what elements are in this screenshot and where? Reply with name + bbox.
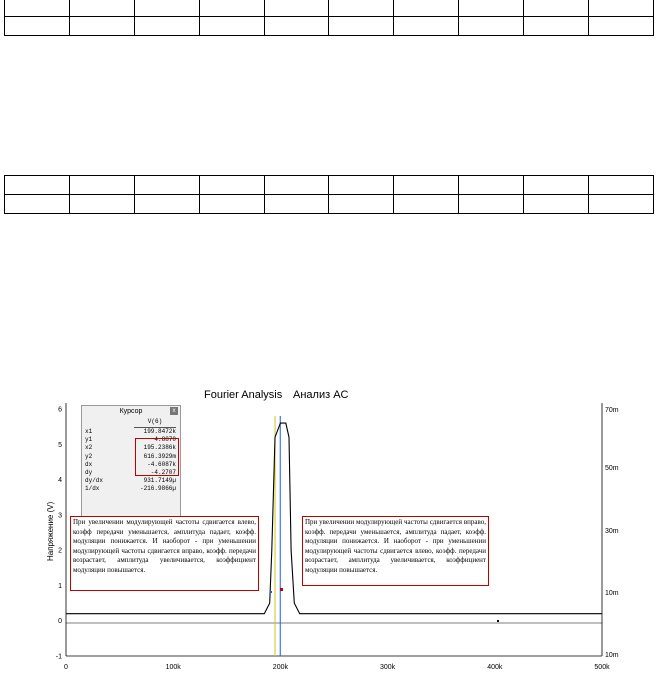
cursor-row-value: 4.8870 bbox=[154, 436, 176, 444]
x-tick-label: 0 bbox=[64, 664, 68, 671]
cursor-row-label: dx bbox=[85, 460, 93, 468]
cursor-row bbox=[82, 477, 180, 485]
table-cell bbox=[134, 176, 199, 195]
cursor-lines bbox=[275, 416, 280, 656]
table-cell bbox=[264, 195, 329, 214]
table-cell bbox=[524, 176, 589, 195]
x-tick-group bbox=[64, 664, 610, 671]
table-cell bbox=[459, 17, 524, 36]
table-cell bbox=[199, 17, 264, 36]
cursor-row bbox=[82, 428, 180, 436]
cursor-row-value: -4.6087k bbox=[147, 460, 176, 468]
table-cell bbox=[329, 176, 394, 195]
note-right: При увеличении модулирующей частоты сдвигается вправо, коэфф. передачи уменьшается, амплитуда падает, коэфф. модуляции понижается. И наоборот - при уменьшении модулирующей частоты сдвигается влево, коэфф. передачи возрастает, амплитуда увеличивается, коэффициент модуляции повышается. bbox=[302, 516, 489, 586]
y2-tick-label: 70m bbox=[605, 407, 619, 414]
y2-tick-group bbox=[605, 407, 619, 659]
table-row bbox=[5, 176, 654, 195]
cursor-marker bbox=[497, 620, 499, 622]
cursor-row-value: 616.3929m bbox=[143, 452, 176, 460]
table-cell bbox=[199, 0, 264, 17]
y-tick-group bbox=[56, 407, 62, 661]
table-cell bbox=[524, 0, 589, 17]
table-cell bbox=[394, 17, 459, 36]
cursor-row-label: dy bbox=[85, 468, 93, 476]
cursor-row-label: dy/dx bbox=[85, 477, 104, 485]
chart-subtitle: Анализ AC bbox=[293, 389, 349, 401]
chart-title: Fourier Analysis bbox=[204, 389, 283, 401]
table-cell bbox=[5, 17, 70, 36]
data-table-1 bbox=[4, 0, 654, 36]
table-cell bbox=[394, 0, 459, 17]
table-cell bbox=[5, 0, 70, 17]
y-tick-label: 2 bbox=[58, 547, 62, 555]
cursor-row-label: x2 bbox=[85, 444, 93, 452]
x-tick-label: 100k bbox=[165, 664, 181, 671]
table-cell bbox=[524, 17, 589, 36]
y-tick-label: -1 bbox=[55, 653, 62, 661]
table-cell bbox=[199, 195, 264, 214]
table-cell bbox=[264, 0, 329, 17]
y-tick-label: 5 bbox=[58, 441, 62, 449]
y-tick-label: 1 bbox=[58, 582, 62, 590]
table-cell bbox=[589, 17, 654, 36]
table-cell bbox=[329, 0, 394, 17]
table-cell bbox=[69, 176, 134, 195]
table-cell bbox=[394, 195, 459, 214]
y-tick-label: 6 bbox=[58, 406, 62, 414]
table-cell bbox=[134, 0, 199, 17]
cursor-row-label: x1 bbox=[85, 428, 93, 435]
table-row bbox=[5, 17, 654, 36]
x-tick-label: 300k bbox=[380, 664, 396, 671]
cursor-row-value: -216.9866µ bbox=[139, 485, 176, 493]
table-cell bbox=[69, 17, 134, 36]
table-cell bbox=[329, 195, 394, 214]
y2-tick-label: 10m bbox=[605, 652, 619, 659]
table-cell bbox=[5, 195, 70, 214]
table-row bbox=[5, 195, 654, 214]
cursor-row-label: 1/dx bbox=[85, 485, 100, 493]
table-row bbox=[5, 0, 654, 17]
table-cell bbox=[199, 176, 264, 195]
x-tick-label: 500k bbox=[594, 664, 610, 671]
y2-tick-label: 30m bbox=[605, 528, 619, 535]
cursor-row-label: y2 bbox=[85, 452, 93, 460]
table-cell bbox=[394, 176, 459, 195]
cursor-row-value: -4.2707 bbox=[150, 468, 176, 476]
x-tick-label: 400k bbox=[487, 664, 503, 671]
cursor-row-label: y1 bbox=[85, 436, 93, 444]
cursor-row-value: 199.8472k bbox=[143, 428, 176, 435]
y2-tick-label: 50m bbox=[605, 465, 619, 472]
note-left: При увеличении модулирующей частоты сдвигается влево, коэфф передачи уменьшается, амплитуда падает, коэфф. модуляции понижается. И наоборот - при уменьшении модулирующей частоты сдвигается вправо, коэфф. передачи возрастает, амплитуда увеличивается, коэффициент модуляции повышается. bbox=[70, 516, 259, 591]
data-table-2 bbox=[4, 175, 654, 214]
table-cell bbox=[264, 17, 329, 36]
y-tick-label: 0 bbox=[58, 618, 62, 626]
cursor-marker bbox=[280, 588, 283, 591]
cursor-panel-title: Курсор bbox=[119, 408, 143, 415]
close-icon[interactable]: x bbox=[170, 407, 178, 415]
table-cell bbox=[459, 195, 524, 214]
cursor-row-value: 195.2386k bbox=[143, 444, 176, 452]
cursor-row-value: 931.7149µ bbox=[143, 477, 176, 485]
table-cell bbox=[264, 176, 329, 195]
table-cell bbox=[459, 0, 524, 17]
table-cell bbox=[69, 195, 134, 214]
y-tick-label: 3 bbox=[58, 512, 62, 520]
table-cell bbox=[589, 176, 654, 195]
table-cell bbox=[134, 17, 199, 36]
table-cell bbox=[589, 195, 654, 214]
table-cell bbox=[329, 17, 394, 36]
y-tick-label: 4 bbox=[58, 477, 62, 485]
y-axis-label: Напряжение (V) bbox=[46, 501, 55, 561]
cursor-row bbox=[82, 485, 180, 493]
table-cell bbox=[524, 195, 589, 214]
y2-tick-label: 10m bbox=[605, 590, 619, 597]
table-cell bbox=[459, 176, 524, 195]
cursor-values-highlight bbox=[135, 438, 179, 476]
table-cell bbox=[69, 0, 134, 17]
table-cell bbox=[589, 0, 654, 17]
cursor-panel-column: V(6) bbox=[134, 418, 176, 428]
cursor-marker bbox=[270, 591, 272, 593]
table-cell bbox=[134, 195, 199, 214]
x-tick-label: 200k bbox=[272, 664, 288, 671]
table-cell bbox=[5, 176, 70, 195]
